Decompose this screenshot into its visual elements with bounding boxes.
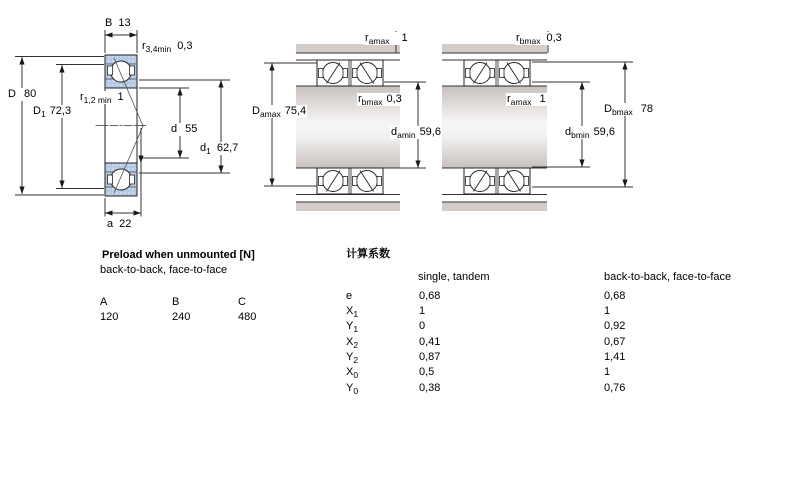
factors-col-btb: back-to-back, face-to-face [604, 271, 732, 283]
pair-face-to-face-drawing [442, 31, 633, 211]
dim-label-B: B 13 [105, 17, 131, 29]
factor-row-label: $Y_0$ [346, 382, 359, 396]
factor-value-single: 0,5 [419, 366, 435, 378]
preload-title: Preload when unmounted [N] [102, 249, 255, 261]
preload-col-C: C [238, 296, 246, 308]
factor-value-btb: 0,68 [604, 290, 626, 302]
preload-value-B: 240 [172, 311, 191, 323]
preload-col-A: A [100, 296, 108, 308]
factor-value-single: 0 [419, 320, 426, 332]
factor-value-btb: 0,76 [604, 382, 626, 394]
preload-subtitle: back-to-back, face-to-face [100, 264, 228, 276]
factors-col-single: single, tandem [418, 271, 490, 283]
preload-col-B: B [172, 296, 180, 308]
factor-row-label: $X_2$ [346, 336, 359, 350]
dim-label-rbmax-right: $r_{bmax}$ 0,3 [516, 32, 562, 46]
dim-label-rbmax-mid: $r_{bmax}$ 0,3 [358, 93, 402, 107]
dim-label-ramax-mid: $r_{amax}$ 1 [365, 32, 408, 46]
preload-value-C: 480 [238, 311, 257, 323]
factor-value-single: 0,38 [419, 382, 441, 394]
dim-label-d: d 55 [171, 123, 198, 135]
dim-label-damin: $d_{amin}$ 59,6 [391, 126, 441, 140]
dim-label-Damax: $D_{amax}$ 75,4 [252, 105, 307, 119]
factor-value-single: 0,87 [419, 351, 441, 363]
dim-label-d1: $d_1$ 62,7 [200, 142, 239, 156]
dim-label-Dbmax: $D_{bmax}$ 78 [604, 103, 653, 117]
factor-row-label: $Y_2$ [346, 351, 359, 365]
pair-back-to-back-drawing [264, 31, 426, 211]
factor-value-single: 1 [419, 305, 426, 317]
factors-title: 计算系数 [346, 248, 390, 260]
factor-value-btb: 1 [604, 366, 611, 378]
factor-value-btb: 1,41 [604, 351, 626, 363]
factor-row-label: $X_0$ [346, 366, 359, 380]
dim-label-r12: $r_{1,2 min}$ 1 [80, 91, 124, 105]
dim-label-D: D 80 [8, 88, 37, 100]
factor-value-btb: 0,67 [604, 336, 626, 348]
factor-value-single: 0,41 [419, 336, 441, 348]
factor-row-label: e [346, 290, 353, 302]
factor-value-btb: 0,92 [604, 320, 626, 332]
factor-value-btb: 1 [604, 305, 611, 317]
dim-label-r34: $r_{3,4min}$ 0,3 [142, 40, 193, 54]
preload-value-A: 120 [100, 311, 119, 323]
factor-row-label: $X_1$ [346, 305, 359, 319]
dim-label-D1: $D_1$ 72,3 [33, 105, 72, 119]
single-bearing-drawing [96, 55, 146, 196]
dim-label-dbmin: $d_{bmin}$ 59,6 [565, 126, 615, 140]
dim-label-ramax-right: $r_{amax}$ 1 [507, 93, 546, 107]
factor-value-single: 0,68 [419, 290, 441, 302]
factor-row-label: $Y_1$ [346, 320, 359, 334]
dim-label-a: a 22 [107, 218, 132, 230]
